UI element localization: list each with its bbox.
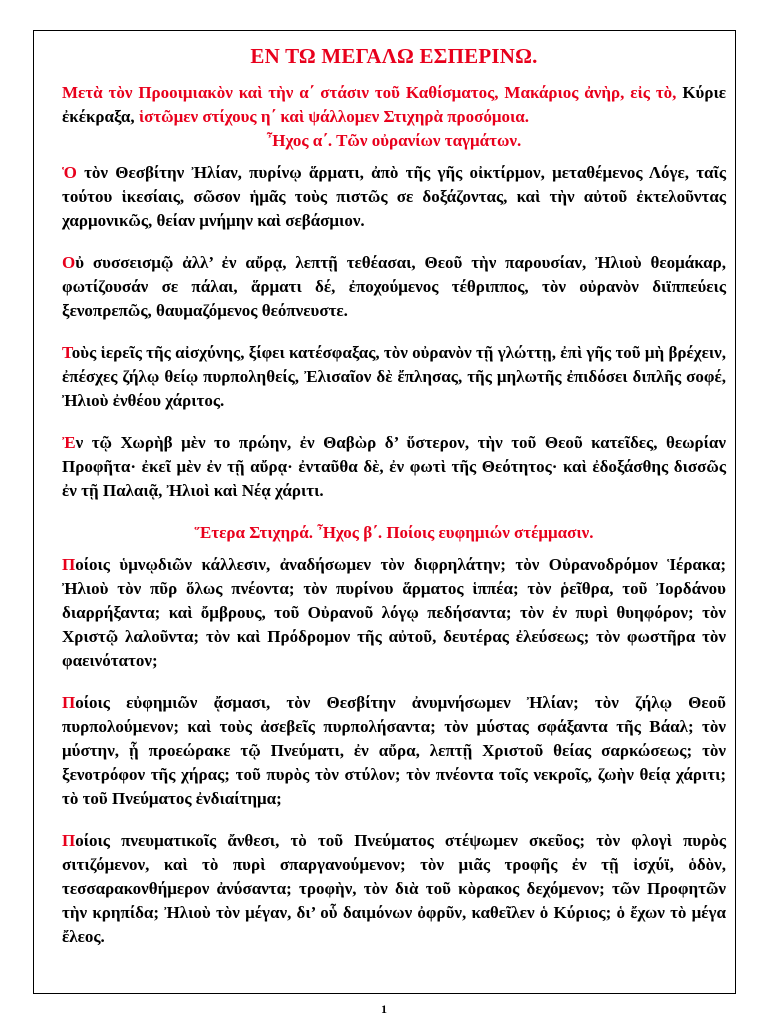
- page-number: 1: [381, 1002, 387, 1016]
- document-title: ΕΝ ΤΩ ΜΕΓΑΛΩ ΕΣΠΕΡΙΝΩ.: [250, 44, 538, 68]
- stanza-text: ὐ συσσεισμῷ ἀλλ’ ἐν αὔρᾳ, λεπτῇ τεθέασαι, Θεοῦ τὴν παρουσίαν, Ἠλιοὺ θεομάκαρ, φωτίζουσάν σε πάλαι, ἅρματι δέ, ἐποχούμενος τέθριππος, τὸν οὐρανὸν διϊππεύεις ξενοπρεπῶς, θαυμαζόμενος θεόπνευστε.: [62, 253, 726, 320]
- rubric-intro-part2: Κύριε ἐκέκραξα,: [62, 83, 726, 126]
- rubric-intro-part3: ἱστῶμεν στίχους η΄ καὶ ψάλλομεν Στιχηρὰ προσόμοια.: [138, 107, 530, 126]
- stanza-2: [62, 251, 726, 323]
- stanza-text: οίοις πνευματικοῖς ἄνθεσι, τὸ τοῦ Πνεύματος στέψωμεν σκεῦος; τὸν φλογὶ πυρὸς σιτιζόμενον, καὶ τὸ πυρὶ σπαργανούμενον; τὸν μιᾶς τροφῆς ἐν τῇ ἰσχύϊ, ὁδὸν, τεσσαρακονθήμερον ἀνύσαντα; τροφὴν, τὸν διὰ τοῦ κὸρακος δεχόμενον; τῶν Προφητῶν τὴν κρηπίδα; Ἠλιοὺ τὸν μέγαν, δι’ οὗ δαιμόνων ὀφρῦν, καθεῖλεν ὁ Κύριος; ὁ ἔχων τὸ μέγα ἔλεος.: [62, 831, 726, 946]
- stanza-initial: Π: [62, 693, 76, 712]
- stanza-initial: Π: [62, 831, 76, 850]
- rubric-intro: [62, 81, 726, 129]
- stanza-4: [62, 431, 726, 503]
- stanza-initial: Τ: [62, 343, 72, 362]
- stanza-7: [62, 829, 726, 949]
- rubric-intro-part1: Μετὰ τὸν Προοιμιακὸν καὶ τὴν α΄ στάσιν τοῦ Καθίσματος, Μακάριος ἀνὴρ, εἰς τὸ,: [62, 83, 683, 102]
- stanza-3: [62, 341, 726, 413]
- stanza-initial: Π: [62, 555, 76, 574]
- stanza-initial: Ὁ: [62, 163, 77, 182]
- stanza-text: οίοις ὑμνῳδιῶν κάλλεσιν, ἀναδήσωμεν τὸν διφρηλάτην; τὸν Οὐρανοδρόμον Ἱέρακα; Ἠλιοὺ τὸν πῦρ ὅλως πνέοντα; τὸν πυρίνου ἅρματος ἱππέα; τὸν ῥεῖθρα, τοῦ Ἰορδάνου διαρρήξαντα; καὶ ὄμβρους, τοῦ Οὐρανοῦ λόγῳ πεδήσαντα; τὸν ἐν πυρὶ θυηφόρον; τὸν Χριστῷ λαλοῦντα; τὸν καὶ Πρόδρομον τῆς αὐτοῦ, δευτέρας ἐλεύσεως; τὸν φωστῆρα τὸν φαεινότατον;: [62, 555, 726, 670]
- stanza-text: οίοις εὐφημιῶν ᾄσμασι, τὸν Θεσβίτην ἀνυμνήσωμεν Ἠλίαν; τὸν ζήλῳ Θεοῦ πυρπολούμενον; καὶ τοὺς ἀσεβεῖς πυρπολήσαντα; τὸν μύστας σφάξαντα τῆς Βάαλ; τὸν μύστην, ᾗ προεώρακε τῷ Πνεύματι, ἐν αὔρα, λεπτῇ Χριστοῦ θείας σαρκώσεως; τὸν ξενοτρόφον τῆς χήρας; τοῦ πυρὸς τὸν στύλον; τὸν πνέοντα τοῖς νεκροῖς, ζωὴν θείᾳ χάριτι; τὸ τοῦ Πνεύματος ἐνδιαίτημα;: [62, 693, 726, 808]
- stanza-initial: Ἐ: [62, 433, 76, 452]
- stanza-5: [62, 553, 726, 673]
- stanza-1: [62, 161, 726, 233]
- stanza-text: τὸν Θεσβίτην Ἠλίαν, πυρίνῳ ἅρματι, ἀπὸ τῆς γῆς οἰκτίρμον, μεταθέμενος Λόγε, ταῖς τούτου ἱκεσίαις, σῶσον ἡμᾶς τοὺς πιστῶς σε δοξάζοντας, καὶ τὴν αὐτοῦ ἐκτελοῦντας χαρμονικῶς, θείαν μνήμην καὶ σεβάσμιον.: [62, 163, 726, 230]
- stanza-initial: Ο: [62, 253, 76, 272]
- document-body: [62, 44, 726, 967]
- tone-heading-1: Ἦχος α΄. Τῶν οὐρανίων ταγμάτων.: [266, 131, 522, 150]
- stanza-text: ν τῷ Χωρὴβ μὲν το πρώην, ἐν Θαβὼρ δ’ ὕστερον, τὴν τοῦ Θεοῦ κατεῖδες, θεωρίαν Προφῆτα· ἐκεῖ μὲν ἐν τῇ αὔρᾳ· ἐνταῦθα δὲ, ἐν φωτὶ τῆς Θεότητος· καὶ ἐδοξάσθης δισσῶς ἐν τῇ Παλαιᾷ, Ἠλιοὶ καὶ Νέᾳ χάριτι.: [62, 433, 726, 500]
- stanza-text: οὺς ἱερεῖς τῆς αἰσχύνης, ξίφει κατέσφαξας, τὸν οὐρανὸν τῇ γλώττῃ, ἐπὶ γῆς τοῦ μὴ βρέχειν, ἐπέσχες ζήλῳ θείῳ πυρποληθείς, Ἐλισαῖον δὲ ἔπλησας, τῆς μηλωτῆς ἐπιδόσει διπλῆς σοφέ, Ἠλιοὺ ἐνθέου χάριτος.: [62, 343, 726, 410]
- tone-heading-2: Ἕτερα Στιχηρά. Ἦχος β΄. Ποίοις ευφημιών στέμμασιν.: [194, 523, 594, 542]
- stanza-6: [62, 691, 726, 811]
